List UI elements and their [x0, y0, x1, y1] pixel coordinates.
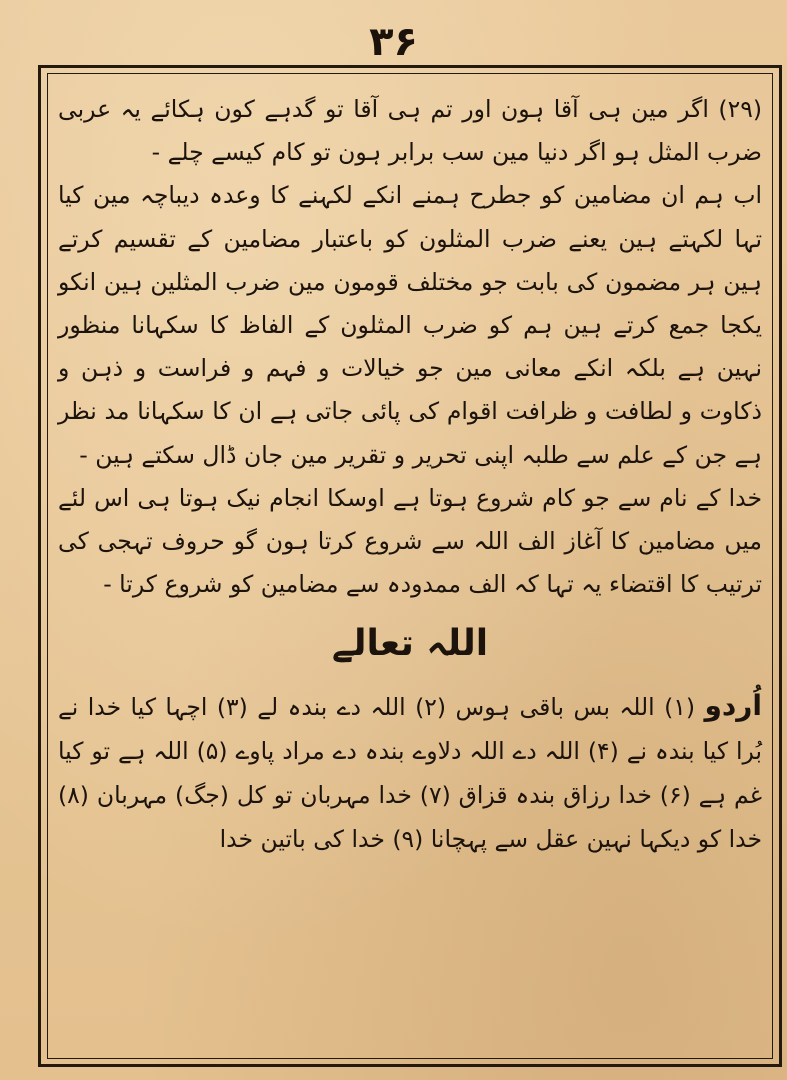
proverb-29-paragraph: (۲۹) اگر مین ہی آقا ہون اور تم ہی آقا تو گدہے کون ہکائے یہ عربی ضرب المثل ہو اگر دنیا مین سب برابر ہون تو کام کیسے چلے - — [58, 95, 762, 167]
page-content — [58, 88, 762, 861]
language-label: اُردو — [704, 689, 763, 723]
urdu-proverbs-paragraph — [58, 684, 762, 861]
page-number: ۳۶ — [369, 19, 418, 65]
section-heading: اللہ تعالے — [331, 623, 489, 665]
urdu-proverbs-text: (۱) اللہ بس باقی ہوس (۲) اللہ دے بندہ لے (۳) اچہا کیا خدا نے بُرا کیا بندہ نے (۴) اللہ دے اللہ دلاوے بندہ دے مراد پاوے (۵) اللہ ہے تو کیا غم ہے (۶) خدا رزاق بندہ قزاق (۷) خدا مہربان تو کل (جگ) مہربان (۸) خدا کو دیکہا نہین عقل سے پہچانا (۹) خدا کی باتین خدا — [58, 693, 763, 854]
beginning-paragraph: خدا کے نام سے جو کام شروع ہوتا ہے اوسکا انجام نیک ہوتا ہی اس لئے میں مضامین کا آغاز الف اللہ سے شروع کرتا ہون گو حروف تہجی کی ترتیب کا اقتضاء یہ تہا کہ الف ممدودہ سے مضامین کو شروع کرتا - — [58, 483, 762, 599]
intro-paragraph: اب ہم ان مضامین کو جطرح ہمنے انکے لکہنے کا وعدہ دیباچہ مین کیا تہا لکہتے ہین یعنے ضرب المثلون کو باعتبار مضامین کے تقسیم کرتے ہین ہر مضمون کی بابت جو مختلف قومون مین ضرب المثلین ہین انکو یکجا جمع کرتے ہین ہم کو ضرب المثلون کے الفاظ کا سکہانا منظور نہین ہے بلکہ انکے معانی مین جو خیالات و فہم و فراست و ذہن و ذکاوت و لطافت و ظرافت اقوام کی پائی جاتی ہے ان کا سکہانا مد نظر ہے جن کے علم سے طلبہ اپنی تحریر و تقریر مین جان ڈال سکتے ہین - — [58, 181, 762, 469]
